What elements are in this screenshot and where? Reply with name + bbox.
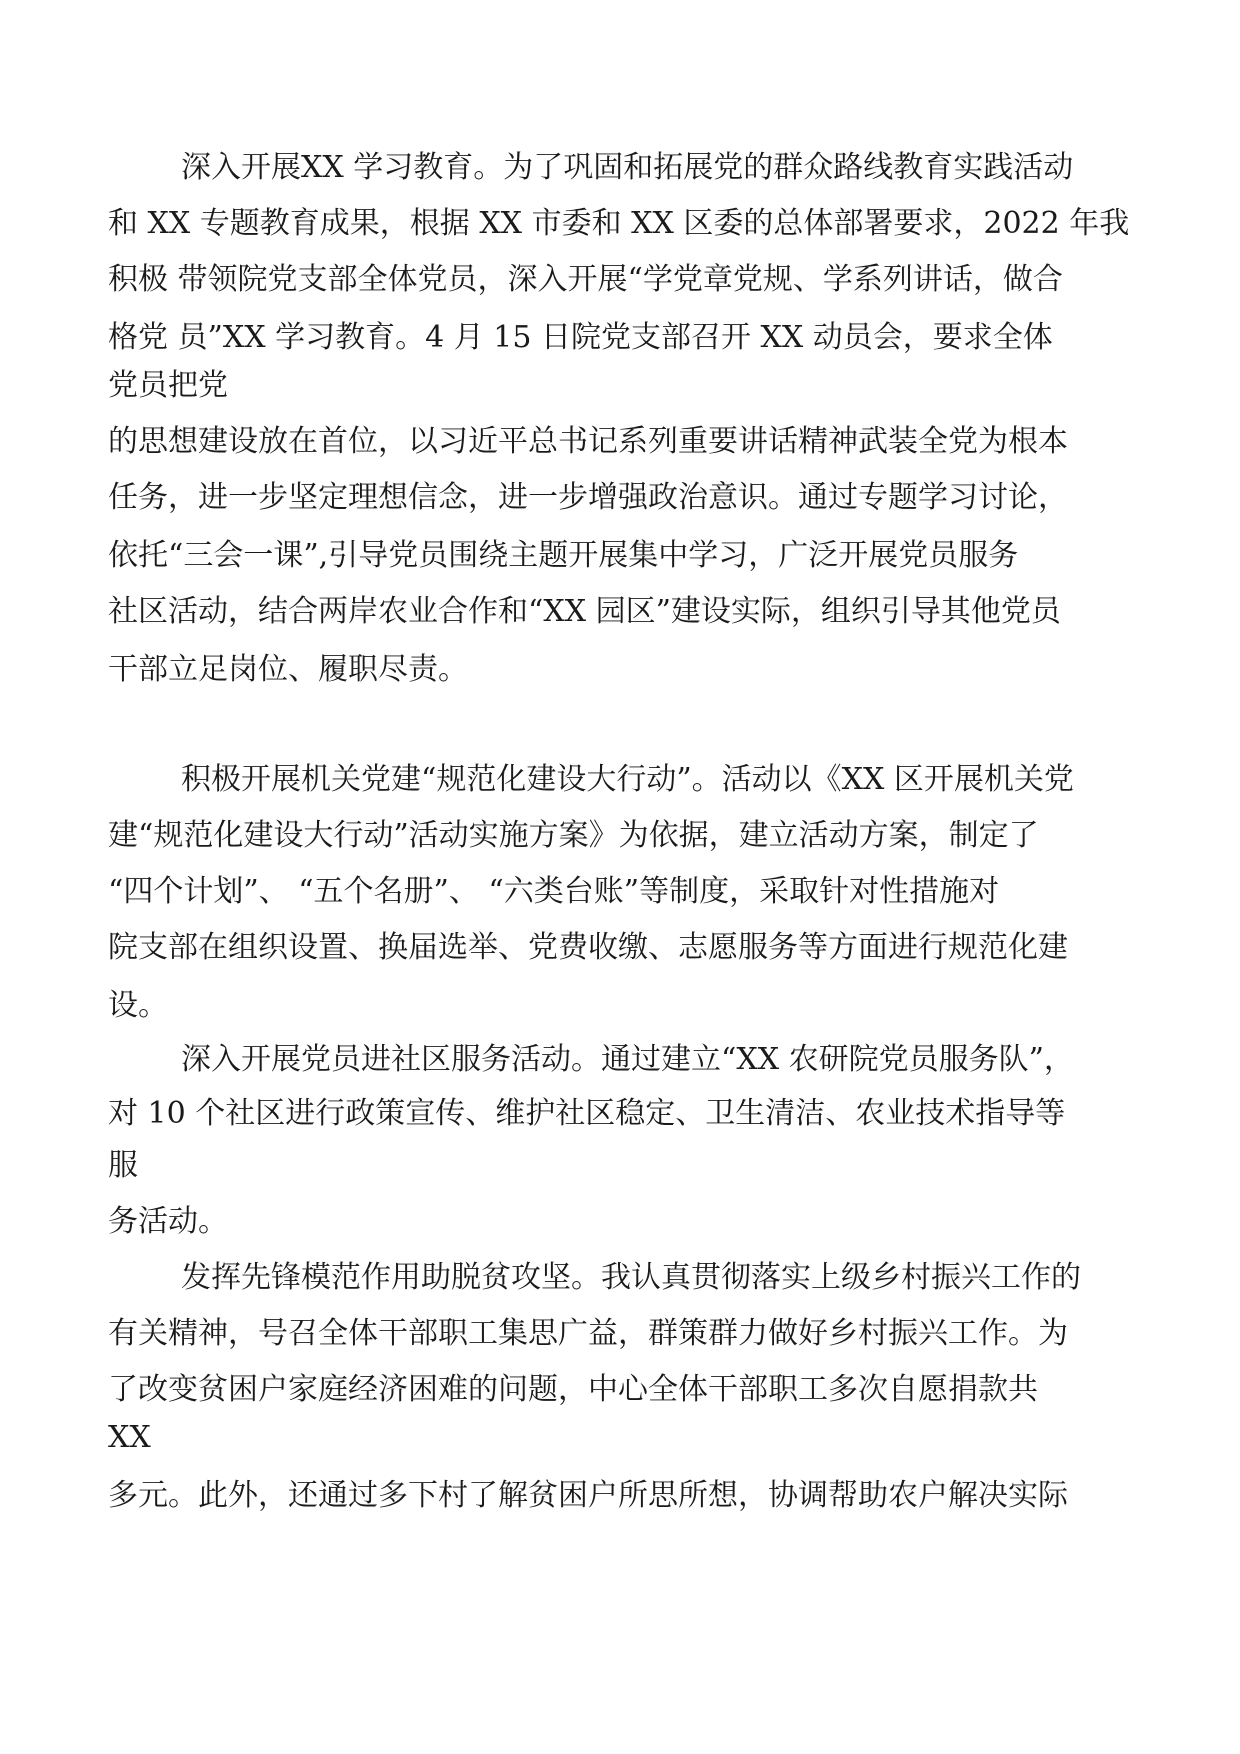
text-line: 积极开展机关党建“规范化建设大行动”。活动以《XX 区开展机关党: [181, 762, 1074, 797]
text-line: 社区活动，结合两岸农业合作和“XX 园区”建设实际，组织引导其他党员: [108, 594, 1061, 629]
text-line: 的思想建设放在首位，以习近平总书记系列重要讲话精神武装全党为根本: [108, 424, 1068, 459]
text-line: 党员把党: [108, 368, 228, 403]
text-line: 了改变贫困户家庭经济困难的问题，中心全体干部职工多次自愿捐款共: [108, 1372, 1038, 1407]
text-line: 深入开展XX 学习教育。为了巩固和拓展党的群众路线教育实践活动: [181, 150, 1074, 185]
text-line: 深入开展党员进社区服务活动。通过建立“XX 农研院党员服务队”，: [181, 1042, 1074, 1077]
text-line: 有关精神，号召全体干部职工集思广益，群策群力做好乡村振兴工作。为: [108, 1316, 1068, 1351]
text-line: 和 XX 专题教育成果，根据 XX 市委和 XX 区委的总体部署要求，2022 年我: [108, 206, 1130, 241]
text-line: 务活动。: [108, 1204, 228, 1239]
text-line: 建“规范化建设大行动”活动实施方案》为依据，建立活动方案，制定了: [108, 818, 1039, 853]
text-line: 发挥先锋模范作用助脱贫攻坚。我认真贯彻落实上级乡村振兴工作的: [181, 1260, 1081, 1295]
text-line: 院支部在组织设置、换届选举、党费收缴、志愿服务等方面进行规范化建: [108, 930, 1068, 965]
text-line: 多元。此外，还通过多下村了解贫困户所思所想，协调帮助农户解决实际: [108, 1478, 1068, 1513]
text-line: 对 10 个社区进行政策宣传、维护社区稳定、卫生清洁、农业技术指导等: [108, 1096, 1066, 1131]
text-line: 积极 带领院党支部全体党员，深入开展“学党章党规、学系列讲话，做合: [108, 262, 1063, 297]
text-line: XX: [108, 1420, 151, 1455]
text-line: 依托“三会一课”,引导党员围绕主题开展集中学习，广泛开展党员服务: [108, 538, 1019, 573]
text-line: 格党 员”XX 学习教育。4 月 15 日院党支部召开 XX 动员会，要求全体: [108, 320, 1053, 355]
text-line: 任务，进一步坚定理想信念，进一步增强政治意识。通过专题学习讨论，: [108, 480, 1068, 515]
text-line: 设。: [108, 988, 168, 1023]
text-line: 干部立足岗位、履职尽责。: [108, 652, 468, 687]
text-line: 服: [108, 1148, 138, 1183]
text-line: “四个计划”、 “五个名册”、 “六类台账”等制度，采取针对性措施对: [108, 874, 1000, 909]
